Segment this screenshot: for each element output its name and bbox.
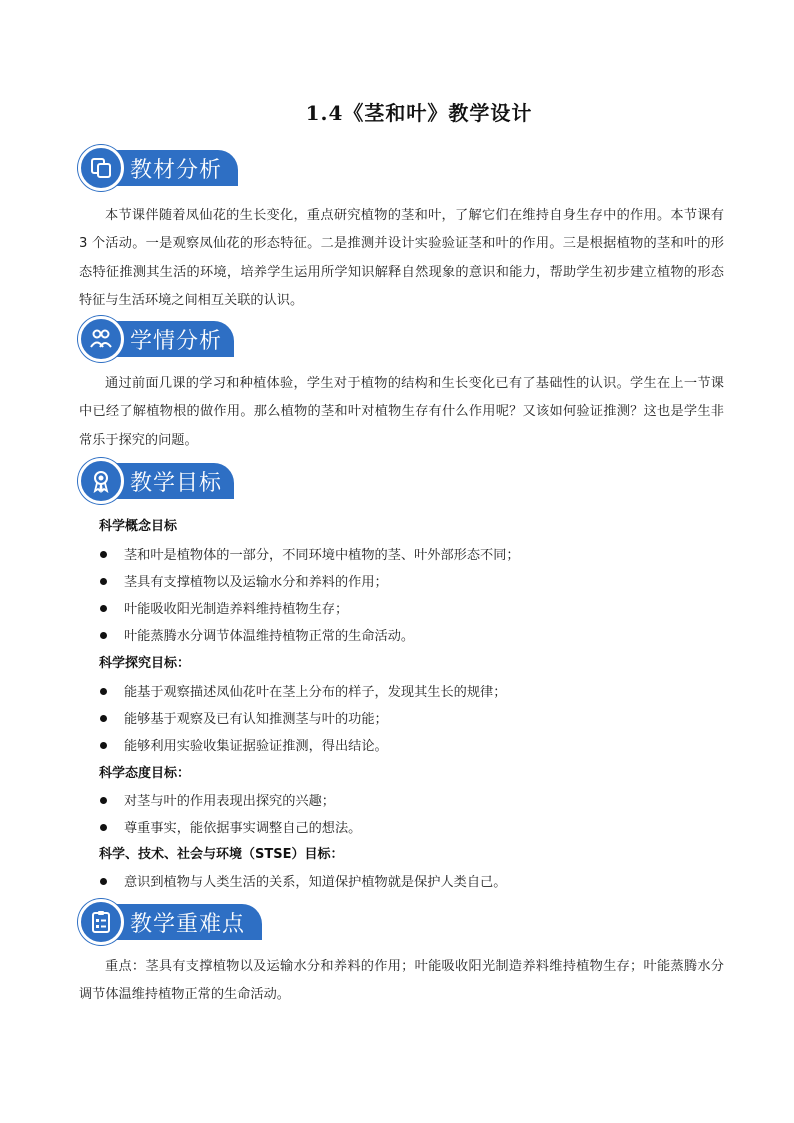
goal-item	[100, 598, 348, 617]
section-icon-badge	[78, 899, 124, 945]
bullet-dot	[100, 551, 107, 558]
section-heading: 教学重难点	[130, 912, 246, 937]
keypoints-paragraph: 重点：茎具有支撑植物以及运输水分和养料的作用；叶能吸收阳光制造养料维持植物生存；叶能蒸腾水分调节体温维持植物正常的生命活动。	[79, 959, 724, 1003]
goal-item	[100, 544, 520, 563]
section-icon-badge	[78, 145, 124, 191]
section-heading: 教材分析	[130, 158, 223, 183]
goal-item	[100, 708, 388, 727]
bullet-dot	[100, 824, 107, 831]
section-heading: 学情分析	[130, 329, 223, 354]
goal-item	[100, 817, 361, 836]
goal-item-text: 尊重事实，能依据事实调整自己的想法。	[124, 821, 362, 836]
goal-item	[100, 681, 506, 700]
goal-item	[100, 571, 388, 590]
section-icon-badge	[78, 458, 124, 504]
bullet-dot	[100, 742, 107, 749]
document-title: 1.4《茎和叶》教学设计	[305, 101, 533, 125]
goal-item	[100, 735, 388, 754]
section-icon-badge	[78, 316, 124, 362]
goal-item-text: 对茎与叶的作用表现出探究的兴趣；	[124, 794, 335, 809]
goal-item-text: 能基于观察描述凤仙花叶在茎上分布的样子，发现其生长的规律；	[124, 685, 507, 700]
goal-item-text: 能够利用实验收集证据验证推测，得出结论。	[124, 739, 388, 754]
section-heading: 教学目标	[130, 471, 223, 496]
goal-group-title: 科学态度目标：	[99, 766, 191, 781]
goal-group-title: 科学探究目标：	[99, 656, 191, 671]
goal-item-text: 叶能吸收阳光制造养料维持植物生存；	[124, 602, 349, 617]
bullet-dot	[100, 797, 107, 804]
section-header-bar	[100, 904, 262, 940]
goal-group-title: 科学、技术、社会与环境（STSE）目标：	[99, 847, 344, 862]
checklist-icon	[89, 910, 113, 934]
goal-group-title: 科学概念目标	[99, 519, 178, 534]
students-paragraph: 通过前面几课的学习和种植体验，学生对于植物的结构和生长变化已有了基础性的认识。学生在上一节课中已经了解植物根的做作用。那么植物的茎和叶对植物生存有什么作用呢？又该如何验证推测？这也是学生非常乐于探究的问题。	[79, 376, 724, 448]
bullet-dot	[100, 605, 107, 612]
goal-item-text: 茎具有支撑植物以及运输水分和养料的作用；	[124, 575, 388, 590]
goal-item-text: 茎和叶是植物体的一部分，不同环境中植物的茎、叶外部形态不同；	[124, 548, 520, 563]
bullet-dot	[100, 878, 107, 885]
goal-item	[100, 790, 335, 809]
goal-item	[100, 871, 506, 890]
bullet-dot	[100, 688, 107, 695]
goal-item-text: 叶能蒸腾水分调节体温维持植物正常的生命活动。	[124, 629, 415, 644]
goal-item-text: 能够基于观察及已有认知推测茎与叶的功能；	[124, 712, 388, 727]
documents-icon	[89, 156, 113, 180]
bullet-dot	[100, 715, 107, 722]
students-icon	[89, 327, 113, 351]
award-icon	[89, 469, 113, 493]
goal-item-text: 意识到植物与人类生活的关系，知道保护植物就是保护人类自己。	[124, 875, 507, 890]
bullet-dot	[100, 578, 107, 585]
goal-item	[100, 625, 414, 644]
bullet-dot	[100, 632, 107, 639]
analysis-paragraph: 本节课伴随着凤仙花的生长变化，重点研究植物的茎和叶，了解它们在维持自身生存中的作用。本节课有 3 个活动。一是观察凤仙花的形态特征。二是推测并设计实验验证茎和叶的作用。三是根据植物的茎和叶的形态特征推测其生活的环境，培养学生运用所学知识解释自然现象的意识和能力，帮助学生初步建立植物的形态特征与生活环境之间相互关联的认识。	[79, 208, 724, 308]
